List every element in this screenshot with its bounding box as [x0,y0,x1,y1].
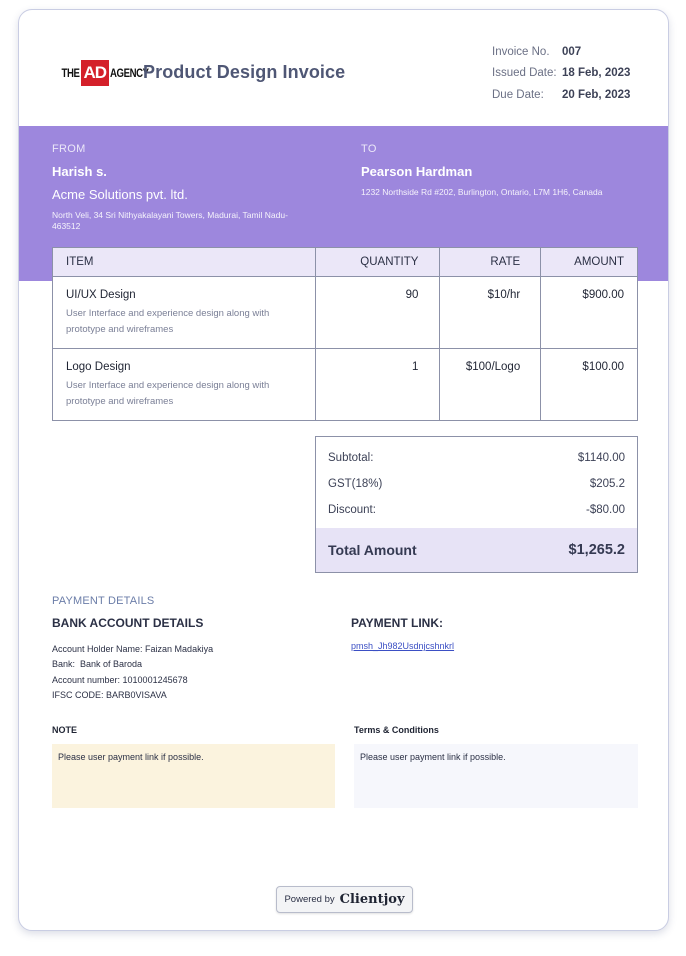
item-cell [53,277,316,349]
col-amount: AMOUNT [541,248,638,277]
item-cell [53,349,316,421]
col-quantity: QUANTITY [315,248,440,277]
col-rate: RATE [440,248,541,277]
to-address: 1232 Northside Rd #202, Burlington, Ontario, L7M 1H6, Canada [361,187,603,197]
quantity-cell: 90 [315,277,440,349]
items-header-row [53,248,638,277]
table-row [53,277,638,349]
meta-invoice-no: Invoice No. 007 [492,45,582,58]
note-box: Please user payment link if possible. [52,744,335,808]
terms-box: Please user payment link if possible. [354,744,638,808]
from-name: Harish s. [52,164,107,179]
powered-by-badge[interactable] [276,886,413,913]
from-address: North Veli, 34 Sri Nithyakalayani Towers, Madurai, Tamil Nadu-463512 [52,210,288,231]
from-label: FROM [52,143,86,155]
bank-account-title: BANK ACCOUNT DETAILS [52,616,204,630]
account-number-line: Account number: 1010001245678 [52,674,188,685]
bank-account-info [52,642,213,703]
note-label: NOTE [52,725,78,735]
to-label: TO [361,143,377,155]
payment-details-label: PAYMENT DETAILS [52,595,155,607]
total-amount-value: $1,265.2 [568,542,625,558]
amount-cell: $900.00 [541,277,638,349]
subtotal-row: Subtotal: $1140.00 [328,452,625,464]
item-description: User Interface and experience design along with prototype and wireframes [66,308,270,335]
table-row [53,349,638,421]
meta-due-date: Due Date: 20 Feb, 2023 [492,88,631,101]
invoice-title: Product Design Invoice [143,62,346,82]
invoice-meta [492,41,630,106]
rate-cell: $10/hr [440,277,541,349]
payment-link-title: PAYMENT LINK: [351,616,444,630]
item-description: User Interface and experience design along with prototype and wireframes [66,380,270,407]
discount-row: Discount: -$80.00 [328,504,625,516]
ifsc-code-line: IFSC CODE: BARB0VISAVA [52,689,167,700]
clientjoy-brand: Clientjoy [339,892,405,907]
rate-cell: $100/Logo [440,349,541,421]
terms-label: Terms & Conditions [354,725,439,735]
items-table [52,247,638,421]
quantity-cell: 1 [315,349,440,421]
to-party [361,143,651,198]
logo-agency-text: AGENCY [110,66,149,80]
item-name: UI/UX Design [66,289,136,301]
account-holder-line: Account Holder Name: Faizan Madakiya [52,644,214,654]
meta-issued-date: Issued Date: 18 Feb, 2023 [492,67,631,80]
totals-box [315,436,638,573]
from-company: Acme Solutions pvt. ltd. [52,187,188,202]
total-amount-label: Total Amount [328,542,417,558]
total-amount-row [316,528,637,572]
amount-cell: $100.00 [541,349,638,421]
col-item: ITEM [53,248,316,277]
logo-ad-text: AD [81,60,110,86]
invoice-card [18,9,669,931]
from-party [52,143,302,232]
gst-row: GST(18%) $205.2 [328,478,625,490]
powered-by-text: Powered by [284,894,335,905]
to-name: Pearson Hardman [361,164,473,179]
item-name: Logo Design [66,361,131,373]
bank-name-line: Bank: Bank of Baroda [52,659,143,670]
logo-the-text: THE [61,66,80,80]
payment-link[interactable]: pmsh_Jh982Usdnjcshnkrl [351,641,455,651]
